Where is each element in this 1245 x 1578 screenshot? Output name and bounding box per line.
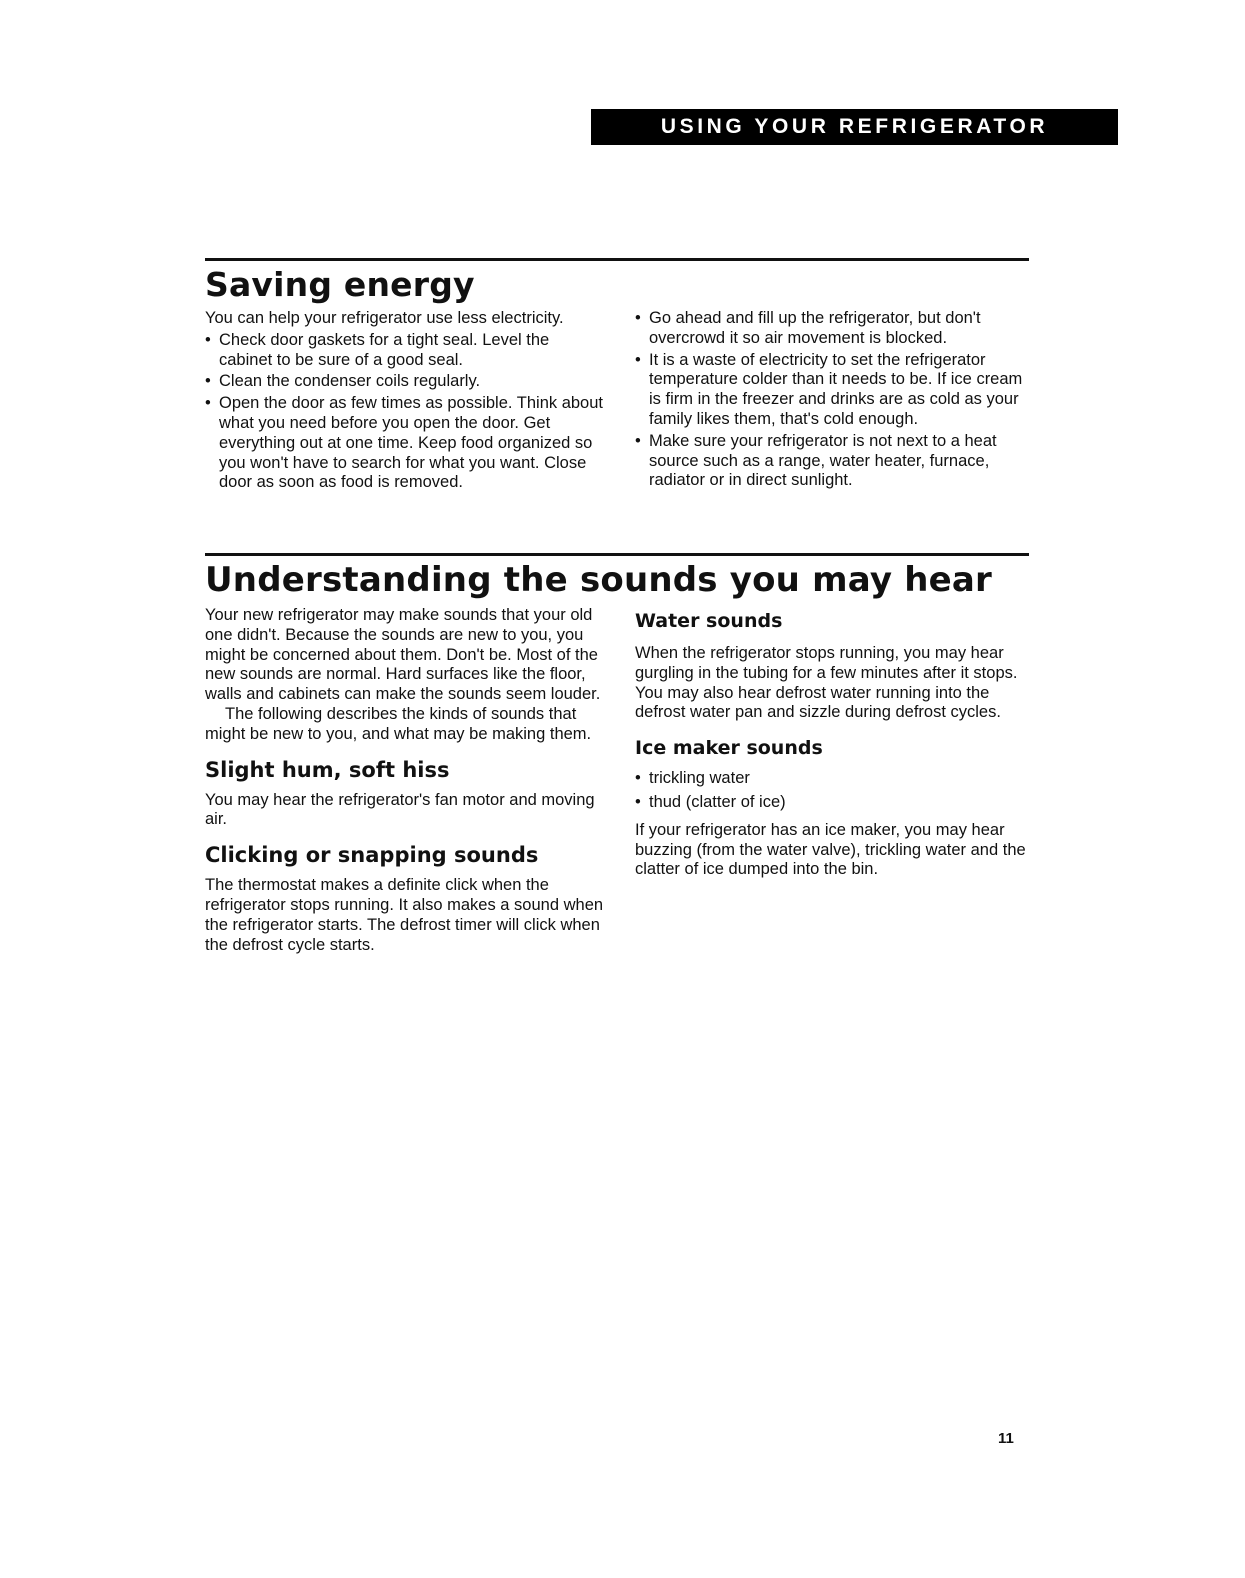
list-item: • Clean the condenser coils regularly. bbox=[205, 372, 605, 392]
saving-energy-left-column bbox=[205, 309, 605, 493]
water-body: When the refrigerator stops running, you may hear gurgling in the tubing for a few minutes after it stops. You may also hear defrost water running into the defrost water pan and sizzle during defrost cycles. bbox=[635, 644, 1018, 722]
page-number: 11 bbox=[998, 1430, 1014, 1447]
list-item: • Make sure your refrigerator is not next to a heat source such as a range, water heater, furnace, radiator or in direct sunlight. bbox=[635, 432, 1035, 491]
list-item: • thud (clatter of ice) bbox=[635, 793, 1035, 813]
list-item: • trickling water bbox=[635, 769, 1035, 789]
saving-energy-rule bbox=[205, 258, 1029, 261]
saving-energy-intro: You can help your refrigerator use less electricity. bbox=[205, 309, 564, 327]
sounds-intro-paragraph-2: The following describes the kinds of sounds that might be new to you, and what may be making them. bbox=[205, 704, 592, 743]
sounds-title: Understanding the sounds you may hear bbox=[205, 560, 993, 600]
list-item: • Go ahead and fill up the refrigerator, but don't overcrowd it so air movement is blocked. bbox=[635, 309, 1035, 349]
list-item: • It is a waste of electricity to set the refrigerator temperature colder than it needs to be. If ice cream is firm in the freezer and drinks are as cold as your family likes them, that's cold enough. bbox=[635, 351, 1035, 430]
water-heading: Water sounds bbox=[635, 610, 783, 632]
clicking-body: The thermostat makes a definite click when the refrigerator stops running. It also makes a sound when the refrigerator starts. The defrost timer will click when the defrost cycle starts. bbox=[205, 876, 604, 954]
saving-energy-right-list bbox=[635, 309, 1035, 491]
hum-body: You may hear the refrigerator's fan motor and moving air. bbox=[205, 790, 595, 829]
section-header-title: USING YOUR REFRIGERATOR bbox=[660, 115, 1049, 138]
saving-energy-right-column bbox=[635, 309, 1035, 491]
list-item: • Open the door as few times as possible. Think about what you need before you open the door. Get everything out at one time. Keep food organized so you won't have to search for what you want. Close door as soon as food is removed. bbox=[205, 394, 605, 493]
sounds-rule bbox=[205, 553, 1029, 556]
sounds-right-column bbox=[635, 608, 1035, 880]
saving-energy-left-list bbox=[205, 331, 605, 493]
ice-maker-body: If your refrigerator has an ice maker, you may hear buzzing (from the water valve), trickling water and the clatter of ice dumped into the bin. bbox=[635, 820, 1026, 879]
clicking-heading: Clicking or snapping sounds bbox=[205, 843, 539, 868]
ice-maker-list bbox=[635, 769, 1035, 813]
ice-maker-heading: Ice maker sounds bbox=[635, 737, 823, 760]
saving-energy-title: Saving energy bbox=[205, 265, 475, 304]
sounds-intro-paragraph: Your new refrigerator may make sounds that your old one didn't. Because the sounds are new to you, you might be concerned about them. Don't be. Most of the new sounds are normal. Hard surfaces like the floor, walls and cabinets can make the sounds seem louder. bbox=[205, 606, 601, 704]
sounds-left-column bbox=[205, 606, 605, 955]
list-item: • Check door gaskets for a tight seal. Level the cabinet to be sure of a good seal. bbox=[205, 331, 605, 371]
section-header-bar bbox=[591, 109, 1118, 145]
hum-heading: Slight hum, soft hiss bbox=[205, 757, 450, 782]
